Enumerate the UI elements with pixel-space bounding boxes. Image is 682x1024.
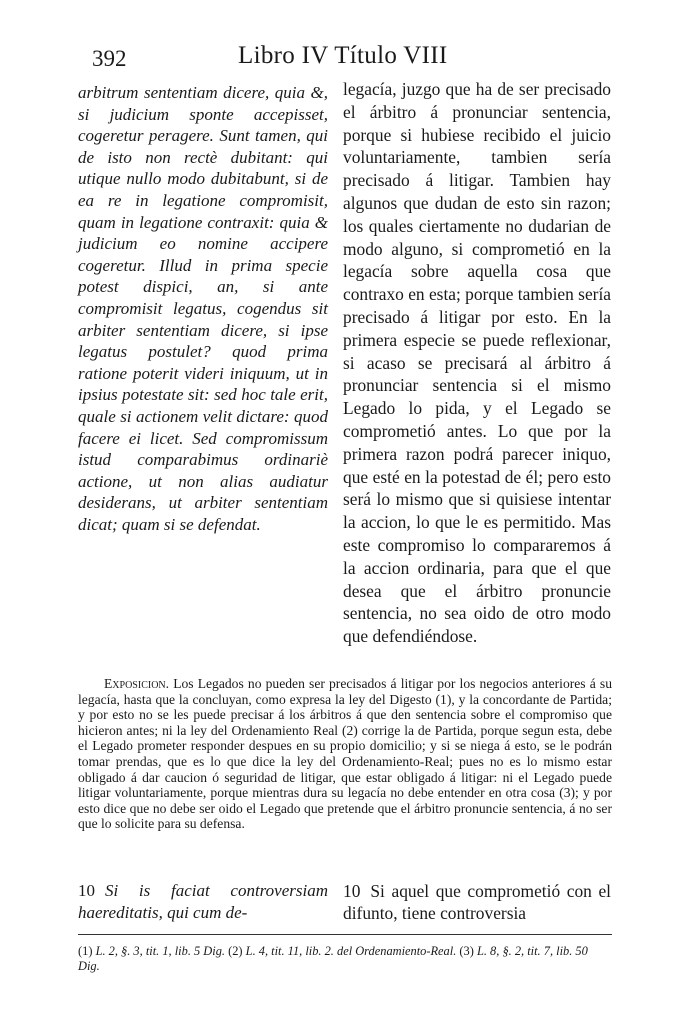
footnote-2-marker: (2) (228, 944, 243, 958)
section-number-latin: 10 (78, 881, 95, 900)
section-10-spanish-text: Si aquel que comprometió con el difunto, tiene controversia (343, 881, 611, 923)
section-number-spanish: 10 (343, 881, 361, 901)
section-10-latin (78, 880, 328, 924)
section-10-spanish (343, 880, 611, 924)
footnote-divider (78, 934, 612, 935)
page-header (78, 42, 612, 78)
exposicion-text: Los Legados no pueden ser precisados á litigar por los negocios anteriores á su legacía, hasta que la concluyan, como expresa la ley del Digesto (1), y la concordante de Partida; y por esto no se les puede precisar á los árbitros á que den sentencia sobre el compromiso que hicieron antes; ni la ley del Ordenamiento Real (2) corrige la de Partida, porque segun esta, debe el Legado prometer responder despues en su propio domicilio; y si se niega á esto, se le podrán tomar prendas, que es lo que dice la ley del Ordenamiento-Real; pues no es lo mismo estar obligado á dar caucion ó seguridad de litigar, que estar obligado á litigar: ni el Legado puede litigar voluntariamente, porque mientras dura su legacía no debe entender en otra cosa (3); y por esto dice que no debe ser oido el Legado que pretende que el árbitro pronuncie sentencia, á no ser que lo solicite para su defensa. (78, 676, 612, 832)
footnote-1-marker: (1) (78, 944, 93, 958)
latin-paragraph: arbitrum sententiam dicere, quia &, si judicium sponte accepisset, cogeretur peragere. Sunt tamen, qui de isto non rectè dubitant: qui utique nullo modo dubitabunt, si de ea re in legatione compromisit, quam in legatione contraxit: quia & judicium eo nomine accipere cogeretur. Illud in prima specie potest dispici, an, si ante compromisit legatus, cogendus sit arbiter sententiam dicere, si ipse legatus postulet? quod prima ratione poterit videri iniquum, ut in ipsius potestate sit: sed hoc tale erit, quale si actionem velit dictare: quod facere ei licet. Sed compromissum istud comparabimus ordinariè actione, ut non alias audiatur desiderans, ut arbiter sententiam dicat; quam si se defendat. (78, 83, 328, 534)
footnote-3-marker: (3) (459, 944, 474, 958)
running-title: Libro IV Título VIII (238, 42, 448, 69)
footnotes (78, 944, 612, 974)
exposicion-label: Exposicion. (104, 676, 170, 691)
footnote-2-text: L. 4, tit. 11, lib. 2. del Ordenamiento-Real. (245, 944, 457, 958)
section-10-latin-text: Si is faciat controversiam haereditatis, qui cum de- (78, 881, 328, 922)
spanish-paragraph: legacía, juzgo que ha de ser precisado el árbitro á pronunciar sentencia, porque si hubiese recibido el juicio voluntariamente, tambien sería precisado á litigar. Tambien hay algunos que dudan de esto sin razon; los quales ciertamente no dudarian de modo alguno, si comprometió en la legacía sobre aquella cosa que contraxo en esta; porque tambien sería precisado á litigar por esto. En la primera especie se puede reflexionar, si acaso se precisará al árbitro á pronunciar sentencia si el mismo Legado lo pida, y el Legado se comprometió antes. Lo que por la primera razon podrá parecer iniquo, que esté en la potestad de él; pero esto será lo mismo que si quisiese intentar la accion, lo que le es permitido. Mas este compromiso lo compararemos á la accion ordinaria, para que el que desea que el árbitro pronuncie sentencia, no sea oido de otro modo que defendiéndose. (343, 79, 612, 647)
page-number: 392 (92, 46, 127, 71)
exposicion-commentary (78, 676, 612, 832)
footnote-3-text: L. 8, §. 2, tit. 7, lib. 50 Dig. (78, 944, 588, 973)
spanish-text-column (343, 78, 611, 648)
latin-text-column (78, 82, 328, 535)
footnote-1-text: L. 2, §. 3, tit. 1, lib. 5 Dig. (95, 944, 225, 958)
